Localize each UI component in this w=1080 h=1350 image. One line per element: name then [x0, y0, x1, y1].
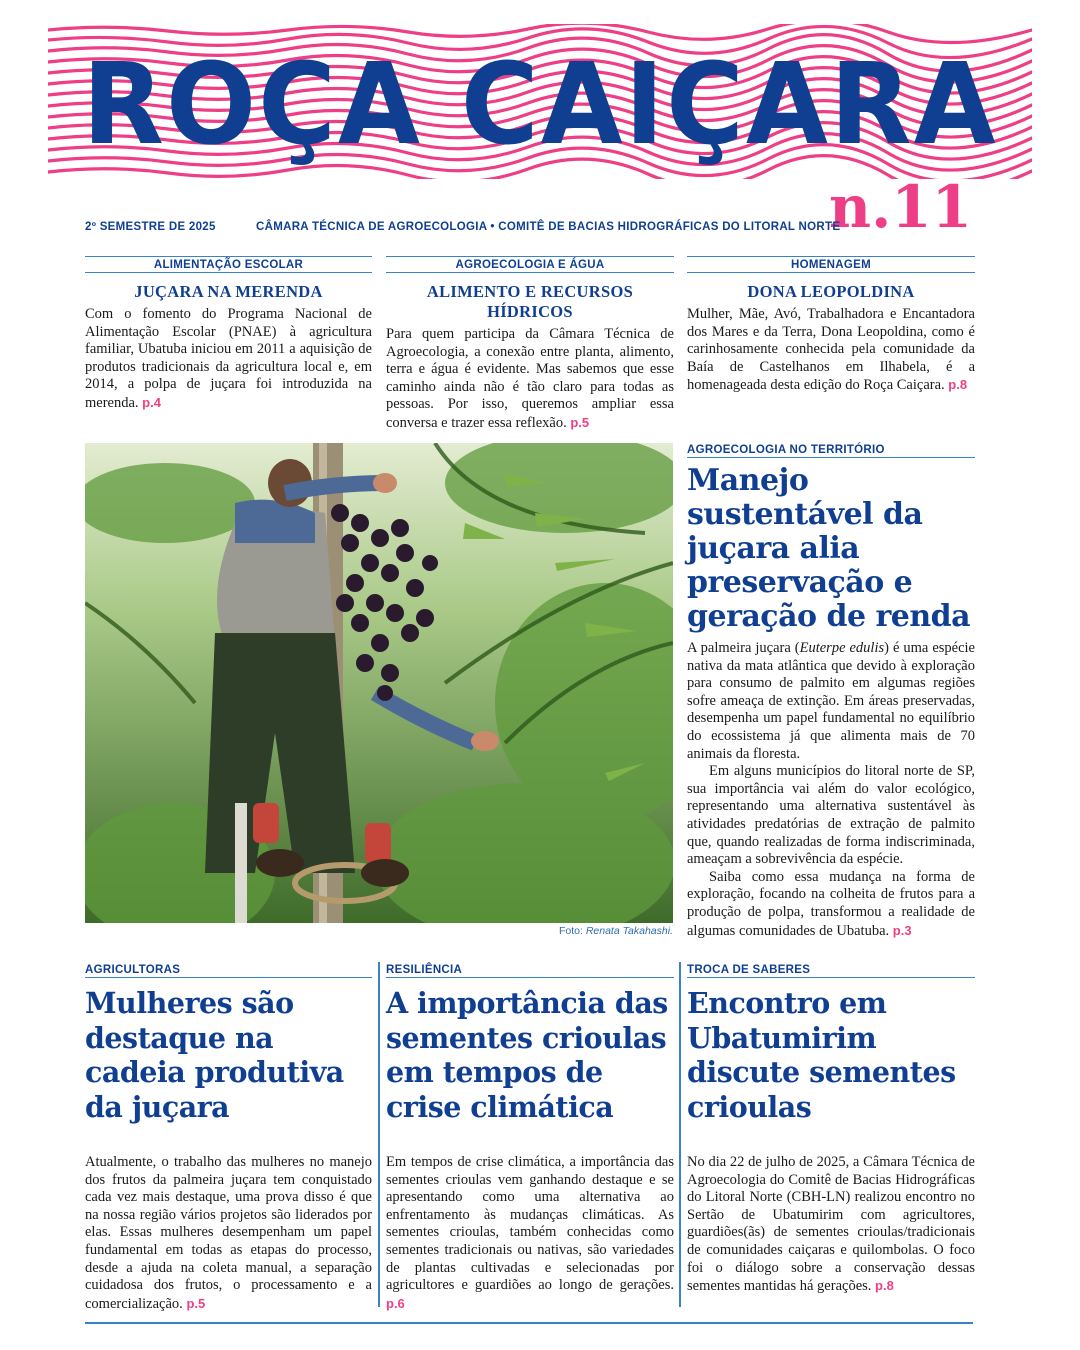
- section-label: TROCA DE SABERES: [687, 962, 975, 978]
- article-text: Atualmente, o trabalho das mulheres no manejo dos frutos da palmeira juçara tem conquistado cada vez mais destaque, uma prova disso é que na nossa região vários projetos são liderados por elas. Essas mulheres desempenham um papel fundamental em todas as etapas do processo, desde a ajuda na coleta manual, a separação cuidadosa dos frutos, o processamento e a comercialização. p.5: [85, 1154, 372, 1312]
- main-paragraph-3: Saiba como essa mudança na forma de exploração, focando na colheita de frutos para a produção de polpa, transformou a realidade de algumas comunidades de Ubatuba. p.3: [687, 868, 975, 939]
- page-reference[interactable]: p.5: [186, 1295, 206, 1311]
- main-paragraph-2: Em alguns municípios do litoral norte de SP, sua importância vai além do valor ecológico, representando uma alternativa sustentável às atividades predatórias de extração de palmito que, quando realizadas de forma indiscriminada, ameaçam a sobrevivência da espécie.: [687, 763, 975, 868]
- lead-photo: [85, 443, 673, 923]
- article-seeds-climate: [386, 962, 674, 1313]
- teaser-text: Com o fomento do Programa Nacional de Alimentação Escolar (PNAE) à agricultura familiar, Ubatuba iniciou em 2011 a aquisição de produtos tradicionais da agricultura local e, em 2014, a polpa de juçara foi introduzida na merenda. p.4: [85, 306, 372, 411]
- article-women: [85, 962, 372, 1313]
- page-reference[interactable]: p.3: [892, 922, 912, 938]
- section-label: HOMENAGEM: [687, 256, 975, 273]
- page-reference[interactable]: p.8: [875, 1278, 894, 1294]
- masthead: [48, 24, 1032, 179]
- main-paragraph-1: A palmeira juçara (Euterpe edulis) é uma espécie nativa da mata atlântica que devido à exploração para consumo de palmito em algumas regiões sofre ameaça de extinção. Em áreas preservadas, desempenha um papel fundamental no equilíbrio do ecossistema já que alimenta mais de 70 animais da floresta.: [687, 640, 975, 762]
- semester-label: 2º SEMESTRE DE 2025: [85, 221, 216, 233]
- page-reference[interactable]: p.5: [570, 414, 590, 430]
- teaser-water: [386, 256, 674, 432]
- organization-label: CÂMARA TÉCNICA DE AGROECOLOGIA • COMITÊ DE BACIAS HIDROGRÁFICAS DO LITORAL NORTE: [256, 221, 841, 233]
- teaser-title: DONA LEOPOLDINA: [747, 282, 915, 301]
- section-label: AGROECOLOGIA NO TERRITÓRIO: [687, 442, 975, 458]
- article-ubatumirim: [687, 962, 975, 1296]
- main-headline: Manejo sustentável da juçara alia preservação e geração de renda: [687, 463, 971, 634]
- teaser-text: Mulher, Mãe, Avó, Trabalhadora e Encantadora dos Mares e da Terra, Dona Leopoldina, como é carinhosamente conhecida pela comunidade da Baía de Castelhanos em Ilhabela, é a homenageada desta edição do Roça Caiçara. p.8: [687, 306, 975, 393]
- section-label: ALIMENTAÇÃO ESCOLAR: [85, 256, 372, 273]
- teaser-title: JUÇARA NA MERENDA: [134, 282, 323, 301]
- teaser-school-food: [85, 256, 372, 412]
- main-article: [687, 442, 975, 940]
- teaser-tribute: [687, 256, 975, 395]
- article-headline: Encontro em Ubatumirim discute sementes crioulas: [687, 986, 956, 1124]
- section-label: RESILIÊNCIA: [386, 962, 674, 978]
- section-label: AGROECOLOGIA E ÁGUA: [386, 256, 674, 273]
- column-divider: [679, 962, 681, 1307]
- issue-number: n.11: [828, 173, 972, 241]
- page-reference[interactable]: p.6: [386, 1295, 405, 1311]
- article-headline: A importância das sementes crioulas em tempos de crise climática: [386, 986, 668, 1124]
- column-divider: [378, 962, 380, 1307]
- teaser-title: ALIMENTO E RECURSOS HÍDRICOS: [426, 282, 634, 321]
- teaser-text: Para quem participa da Câmara Técnica de Agroecologia, a conexão entre planta, alimento, terra e água é evidente. Mas sabemos que esse caminho ainda não é tão claro para todas as pessoas. Por isso, queremos ampliar essa conversa e trazer essa reflexão. p.5: [386, 326, 674, 431]
- article-text: No dia 22 de julho de 2025, a Câmara Técnica de Agroecologia do Comitê de Bacias Hidrográficas do Litoral Norte (CBH-LN) realizou encontro no Sertão de Ubatumirim com agricultores, guardiões(ãs) de sementes crioulas/tradicionais de comunidades caiçaras e quilombolas. O foco foi o diálogo sobre a conservação dessas sementes mantidas há gerações. p.8: [687, 1154, 975, 1295]
- photo-juçara-harvest: [85, 443, 673, 923]
- section-label: AGRICULTORAS: [85, 962, 372, 978]
- article-headline: Mulheres são destaque na cadeia produtiva da juçara: [85, 986, 344, 1124]
- photo-credit: Foto: Renata Takahashi.: [558, 925, 673, 937]
- article-text: Em tempos de crise climática, a importância das sementes crioulas vem ganhando destaque e se apresentando como uma alternativa ao enfrentamento às mudanças climáticas. As sementes crioulas, também conhecidas como sementes tradicionais ou nativas, são variedades de plantas cultivadas e selecionadas por agricultores e guardiões ao longo de gerações. p.6: [386, 1154, 674, 1311]
- footer-rule: [85, 1322, 973, 1324]
- page-reference[interactable]: p.8: [948, 377, 968, 392]
- page-reference[interactable]: p.4: [142, 394, 161, 410]
- masthead-title: ROÇA CAIÇARA: [82, 39, 998, 170]
